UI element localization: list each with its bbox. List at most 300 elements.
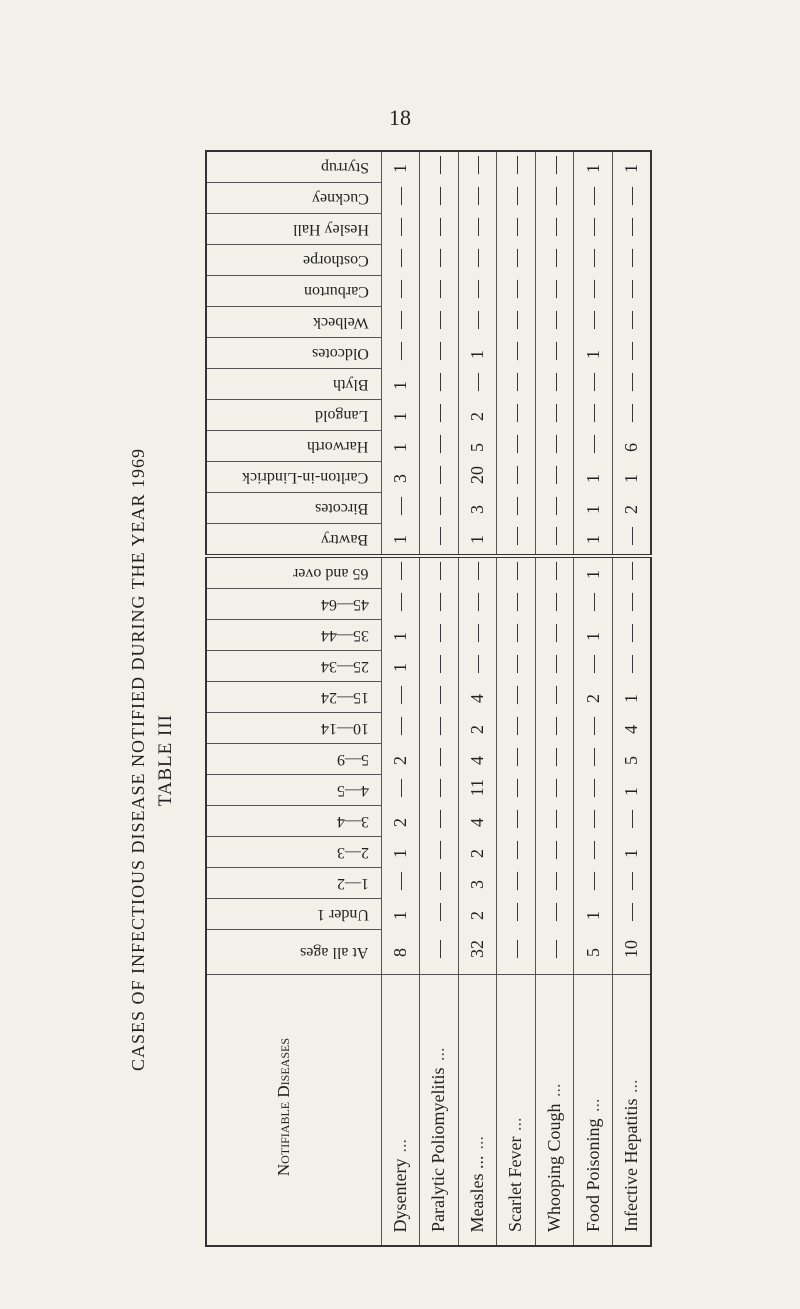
value-cell — [381, 338, 420, 369]
value: 1 — [583, 504, 604, 514]
row-header — [206, 930, 381, 975]
value-cell — [381, 307, 420, 338]
value-cell — [574, 151, 613, 183]
value: — — [428, 778, 449, 797]
row-header-label: Bircotes — [315, 500, 369, 517]
value-cell — [420, 682, 459, 713]
disease-label: Infective Hepatitis — [620, 1098, 641, 1232]
table-row — [206, 556, 651, 589]
row-header — [206, 620, 381, 651]
value: — — [467, 217, 488, 236]
value: 1 — [467, 349, 488, 359]
value: 4 — [467, 817, 488, 827]
value-cell — [381, 151, 420, 183]
row-header-label: 3—4 — [336, 813, 369, 830]
value-cell — [420, 493, 459, 524]
value-cell — [420, 431, 459, 462]
value: — — [583, 654, 604, 673]
value: — — [428, 434, 449, 453]
disease-name — [612, 975, 651, 1247]
value-cell — [420, 183, 459, 214]
value-cell — [535, 806, 574, 837]
table-row — [206, 837, 651, 868]
value: 1 — [583, 349, 604, 359]
table-row — [206, 307, 651, 338]
row-header-label: Hesley Hall — [292, 221, 369, 238]
row-header — [206, 682, 381, 713]
value-cell — [574, 431, 613, 462]
value-cell — [420, 930, 459, 975]
row-header — [206, 524, 381, 557]
value: — — [505, 654, 526, 673]
value-cell — [574, 214, 613, 245]
table-row — [206, 806, 651, 837]
row-header — [206, 589, 381, 620]
value: 4 — [467, 693, 488, 703]
value: 2 — [583, 693, 604, 703]
value-cell — [574, 183, 613, 214]
value-cell — [612, 589, 651, 620]
row-header-label: 15—24 — [320, 689, 369, 706]
table-row — [206, 868, 651, 899]
value: — — [505, 716, 526, 735]
value-cell — [497, 556, 536, 589]
value: — — [621, 527, 642, 546]
value: — — [390, 310, 411, 329]
value-cell — [381, 245, 420, 276]
value-cell — [535, 462, 574, 493]
row-header — [206, 713, 381, 744]
value: 4 — [621, 724, 642, 734]
value-cell — [381, 775, 420, 806]
disease-label: Whooping Cough — [544, 1103, 565, 1232]
disease-label-wrap — [621, 1079, 642, 1232]
value-cell — [458, 713, 497, 744]
table-row — [206, 899, 651, 930]
value: 5 — [583, 948, 604, 958]
value-cell — [612, 462, 651, 493]
disease-name — [574, 975, 613, 1247]
value: — — [544, 840, 565, 859]
disease-label-wrap — [544, 1084, 565, 1232]
value-cell — [612, 245, 651, 276]
value-cell — [535, 151, 574, 183]
value: — — [621, 623, 642, 642]
value-cell — [458, 930, 497, 975]
value-cell — [612, 183, 651, 214]
value: 3 — [467, 879, 488, 889]
value-cell — [612, 868, 651, 899]
value-cell — [381, 524, 420, 557]
value: — — [505, 685, 526, 704]
value: — — [505, 279, 526, 298]
value-cell — [497, 589, 536, 620]
value: — — [505, 747, 526, 766]
value: — — [467, 279, 488, 298]
row-header-label: Under 1 — [316, 906, 369, 923]
value: — — [505, 940, 526, 959]
value: — — [544, 902, 565, 921]
value-cell — [458, 775, 497, 806]
row-header-label: 1—2 — [336, 875, 369, 892]
value: — — [621, 372, 642, 391]
value: — — [390, 217, 411, 236]
value: — — [505, 248, 526, 267]
value-cell — [458, 214, 497, 245]
leader-dots: ... — [544, 1084, 565, 1098]
value-cell — [381, 620, 420, 651]
value: — — [428, 403, 449, 422]
value-cell — [574, 744, 613, 775]
row-header-label: 65 and over — [292, 565, 369, 582]
table-row — [206, 620, 651, 651]
value: — — [621, 592, 642, 611]
value: 1 — [621, 163, 642, 173]
value-cell — [420, 713, 459, 744]
disease-name — [535, 975, 574, 1247]
value: 1 — [390, 631, 411, 641]
value-cell — [574, 589, 613, 620]
value: 3 — [467, 504, 488, 514]
value-cell — [497, 806, 536, 837]
value: — — [621, 403, 642, 422]
value: — — [621, 186, 642, 205]
value-cell — [612, 620, 651, 651]
value-cell — [535, 493, 574, 524]
value-cell — [381, 276, 420, 307]
value: — — [583, 248, 604, 267]
disease-label: Scarlet Fever — [505, 1136, 526, 1232]
value: — — [505, 902, 526, 921]
value-cell — [497, 307, 536, 338]
value-cell — [574, 524, 613, 557]
value: — — [467, 623, 488, 642]
value: — — [544, 341, 565, 360]
value: — — [544, 592, 565, 611]
value-cell — [535, 524, 574, 557]
value: — — [505, 623, 526, 642]
value: — — [505, 809, 526, 828]
value-cell — [381, 493, 420, 524]
value: — — [544, 186, 565, 205]
value-cell — [420, 462, 459, 493]
value-cell — [497, 744, 536, 775]
value-cell — [612, 524, 651, 557]
table-row — [206, 214, 651, 245]
row-header-label: Blyth — [332, 376, 369, 393]
value-cell — [574, 276, 613, 307]
value: — — [428, 341, 449, 360]
row-header — [206, 400, 381, 431]
value: — — [621, 654, 642, 673]
table-row — [206, 338, 651, 369]
row-header-label: 45—64 — [320, 596, 369, 613]
value: 1 — [621, 693, 642, 703]
table-row — [206, 930, 651, 975]
value: 1 — [390, 163, 411, 173]
value: — — [544, 685, 565, 704]
value: 11 — [467, 778, 488, 797]
row-header-label: Oldcotes — [311, 345, 369, 362]
table-row — [206, 682, 651, 713]
value: — — [390, 496, 411, 515]
value: — — [544, 465, 565, 484]
table-row — [206, 775, 651, 806]
value-cell — [612, 775, 651, 806]
value: 1 — [583, 535, 604, 545]
value-cell — [497, 837, 536, 868]
value: — — [428, 310, 449, 329]
value-cell — [612, 556, 651, 589]
value: — — [390, 778, 411, 797]
value-cell — [420, 899, 459, 930]
value-cell — [458, 837, 497, 868]
value-cell — [420, 245, 459, 276]
value: 2 — [467, 848, 488, 858]
row-header — [206, 214, 381, 245]
value-cell — [420, 151, 459, 183]
row-header — [206, 369, 381, 400]
value: — — [621, 310, 642, 329]
row-header — [206, 183, 381, 214]
value-cell — [458, 276, 497, 307]
value: — — [544, 940, 565, 959]
value-cell — [458, 493, 497, 524]
value-cell — [574, 899, 613, 930]
value-cell — [574, 556, 613, 589]
value-cell — [420, 868, 459, 899]
disease-table — [205, 150, 652, 1247]
value: — — [467, 155, 488, 174]
value: 6 — [621, 442, 642, 452]
table-row — [206, 183, 651, 214]
value: — — [390, 279, 411, 298]
value-cell — [535, 682, 574, 713]
value: 2 — [467, 411, 488, 421]
value: 1 — [467, 535, 488, 545]
value-cell — [612, 151, 651, 183]
value: 1 — [390, 411, 411, 421]
value-cell — [420, 744, 459, 775]
row-header-label: At all ages — [300, 944, 369, 961]
value-cell — [381, 183, 420, 214]
value: — — [390, 592, 411, 611]
table-row — [206, 400, 651, 431]
value: 32 — [467, 940, 488, 959]
value-cell — [612, 369, 651, 400]
row-header-label: Welbeck — [312, 314, 369, 331]
value-cell — [535, 307, 574, 338]
value-cell — [381, 431, 420, 462]
value-cell — [420, 620, 459, 651]
value-cell — [420, 589, 459, 620]
disease-label-wrap — [583, 1099, 604, 1232]
value-cell — [535, 620, 574, 651]
value: — — [390, 341, 411, 360]
value: — — [428, 561, 449, 580]
row-header-label: Cuckney — [311, 190, 369, 207]
table-row — [206, 524, 651, 557]
value-cell — [574, 868, 613, 899]
value-cell — [420, 556, 459, 589]
value: — — [428, 871, 449, 890]
value: — — [505, 434, 526, 453]
value: 1 — [390, 442, 411, 452]
value: — — [544, 496, 565, 515]
row-header — [206, 151, 381, 183]
value-cell — [574, 775, 613, 806]
value: — — [428, 155, 449, 174]
row-header — [206, 338, 381, 369]
disease-label-wrap — [505, 1117, 526, 1232]
value: — — [428, 654, 449, 673]
row-header-label: Harworth — [307, 438, 369, 455]
value: — — [467, 561, 488, 580]
value: — — [428, 465, 449, 484]
value-cell — [612, 930, 651, 975]
value: — — [428, 809, 449, 828]
value: 1 — [390, 380, 411, 390]
value-cell — [381, 400, 420, 431]
table-row — [206, 462, 651, 493]
value-cell — [574, 620, 613, 651]
row-header — [206, 651, 381, 682]
value: — — [583, 372, 604, 391]
value-cell — [458, 462, 497, 493]
value: — — [583, 186, 604, 205]
value-cell — [381, 589, 420, 620]
value-cell — [612, 431, 651, 462]
table-row — [206, 245, 651, 276]
value-cell — [535, 369, 574, 400]
value-cell — [535, 400, 574, 431]
value: — — [583, 747, 604, 766]
value-cell — [497, 651, 536, 682]
value-cell — [612, 682, 651, 713]
value-cell — [381, 868, 420, 899]
value-cell — [458, 183, 497, 214]
value: — — [467, 592, 488, 611]
value-cell — [381, 556, 420, 589]
value: 3 — [390, 473, 411, 483]
disease-label: Paralytic Poliomyelitis — [428, 1067, 449, 1232]
value: — — [544, 561, 565, 580]
value-cell — [458, 245, 497, 276]
value: — — [621, 279, 642, 298]
value: — — [583, 403, 604, 422]
value-cell — [458, 620, 497, 651]
page-number: 18 — [389, 105, 411, 130]
value-cell — [381, 837, 420, 868]
value: — — [428, 840, 449, 859]
value-cell — [612, 713, 651, 744]
value: 1 — [390, 910, 411, 920]
value: 1 — [621, 848, 642, 858]
value: — — [428, 248, 449, 267]
value-cell — [458, 338, 497, 369]
value: — — [544, 434, 565, 453]
row-header-label: 10—14 — [320, 720, 369, 737]
value-cell — [458, 431, 497, 462]
value-cell — [458, 307, 497, 338]
value-cell — [381, 214, 420, 245]
value: — — [583, 840, 604, 859]
row-header — [206, 245, 381, 276]
table-row — [206, 276, 651, 307]
value-cell — [535, 713, 574, 744]
row-header — [206, 899, 381, 930]
value-cell — [612, 744, 651, 775]
value: 1 — [621, 786, 642, 796]
value: — — [505, 372, 526, 391]
value: — — [428, 716, 449, 735]
value-cell — [497, 775, 536, 806]
value-cell — [420, 775, 459, 806]
value-cell — [458, 806, 497, 837]
row-header — [206, 744, 381, 775]
value-cell — [535, 651, 574, 682]
leader-dots: ... — [505, 1117, 526, 1131]
value-cell — [420, 806, 459, 837]
value: — — [583, 217, 604, 236]
value: — — [390, 685, 411, 704]
table-number: TABLE III — [155, 713, 176, 807]
value-cell — [458, 524, 497, 557]
value-cell — [420, 524, 459, 557]
row-header — [206, 462, 381, 493]
value: — — [467, 654, 488, 673]
row-header-label: Bawtry — [321, 531, 369, 548]
value: — — [428, 940, 449, 959]
value-cell — [497, 183, 536, 214]
value: 2 — [467, 910, 488, 920]
value-cell — [458, 589, 497, 620]
value-cell — [497, 400, 536, 431]
value-cell — [420, 651, 459, 682]
table-row — [206, 369, 651, 400]
value: — — [428, 747, 449, 766]
leader-dots: ... — [582, 1098, 603, 1113]
value: — — [428, 527, 449, 546]
value: — — [544, 809, 565, 828]
value-cell — [574, 245, 613, 276]
value: — — [583, 279, 604, 298]
value: — — [544, 372, 565, 391]
value: — — [428, 186, 449, 205]
disease-label-wrap — [390, 1139, 411, 1232]
value: — — [583, 434, 604, 453]
disease-name — [497, 975, 536, 1247]
value: 1 — [583, 910, 604, 920]
value: — — [544, 654, 565, 673]
value-cell — [535, 338, 574, 369]
table-row — [206, 589, 651, 620]
value-cell — [612, 806, 651, 837]
value: — — [505, 778, 526, 797]
value: 5 — [621, 755, 642, 765]
value: — — [428, 592, 449, 611]
value-cell — [535, 556, 574, 589]
value: — — [621, 809, 642, 828]
value-cell — [612, 214, 651, 245]
value-cell — [612, 400, 651, 431]
value-cell — [535, 276, 574, 307]
table-row — [206, 744, 651, 775]
value-cell — [535, 245, 574, 276]
value-cell — [497, 245, 536, 276]
value-cell — [458, 556, 497, 589]
value: — — [583, 871, 604, 890]
